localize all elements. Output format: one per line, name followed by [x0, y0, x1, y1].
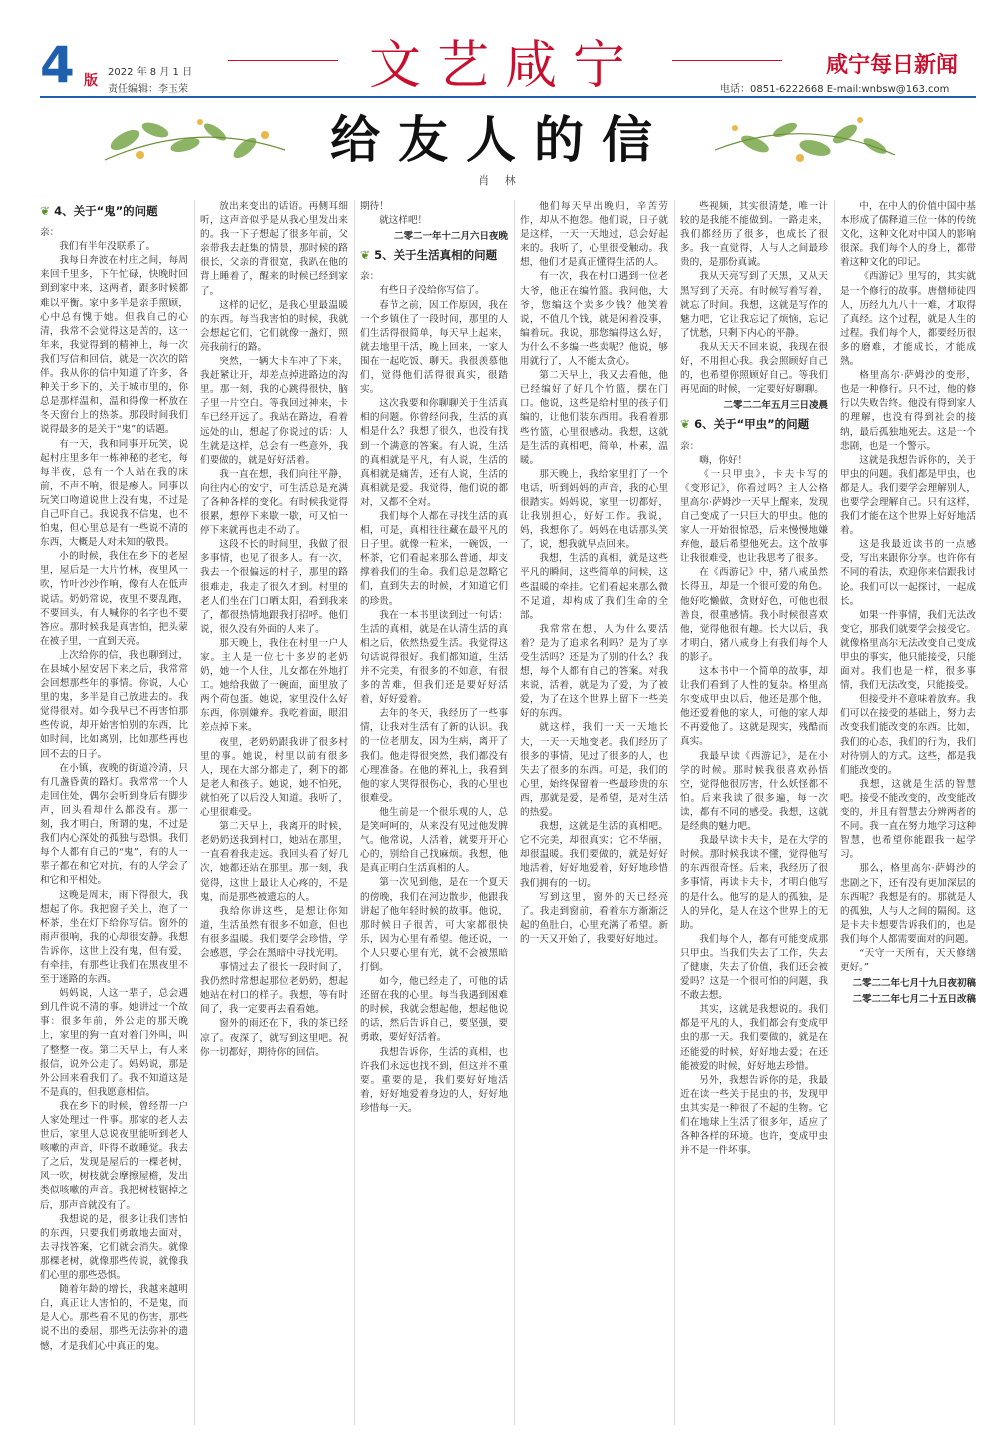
- body-paragraph: 我们每个人，都有可能变成那只甲虫。当我们失去了工作，失去了健康，失去了价值，我们还会被爱吗？这是一个很可怕的问题，我不敢去想。: [680, 933, 828, 1002]
- body-paragraph: 我在一本书里读到过一句话：生活的真相，就是在认清生活的真相之后，依然热爱生活。我觉得这句话说得很好。我们都知道，生活并不完美，有很多的不如意，有很多的苦难，但我们还是要好好活着，好好爱着。: [360, 609, 508, 706]
- body-paragraph: 我想，这就是生活的真相吧。它不完美，却很真实；它不华丽，却很温暖。我们要做的，就是好好地活着，好好地爱着，好好地珍惜我们拥有的一切。: [520, 821, 668, 889]
- body-paragraph: 这段不长的时间里，我做了很多事情，也见了很多人。有一次，我去一个很偏远的村子，那里的路很难走，我走了很久才到。村里的老人们坐在门口晒太阳，看到我来了，都很热情地跟我打招呼。他们说，很久没有外面的人来了。: [200, 539, 348, 635]
- body-paragraph: “天守一天所有，天天修缮更好。”: [840, 947, 976, 974]
- body-paragraph: 我想告诉你，生活的真相，也许我们永远也找不到，但这并不重要。重要的是，我们要好好地活着，好好地爱着身边的人，好好地珍惜每一天。: [360, 1046, 508, 1114]
- section-heading: [680, 417, 828, 431]
- text-column-4: [520, 200, 668, 1425]
- text-column-6: [840, 200, 976, 1425]
- body-paragraph: 我最早读卡夫卡，是在大学的时候。那时候我读不懂，觉得他写的东西很奇怪。后来，我经历了很多事情，再读卡夫卡，才明白他写的是什么。他写的是人的孤独，是人的异化，是人在这个世界上的无助。: [680, 835, 828, 931]
- letter-signature-date: 二零二一年十二月六日夜晚: [393, 231, 508, 243]
- body-paragraph: 有些日子没给你写信了。: [379, 285, 485, 297]
- body-paragraph: 我常常在想，人为什么要活着？是为了追求名利吗？是为了享受生活吗？还是为了别的什么？我想，每个人都有自己的答案。对我来说，活着，就是为了爱，为了被爱，为了在这个世界上留下一些美好的东西。: [520, 623, 668, 720]
- article-author: 肖 林: [478, 174, 522, 187]
- contact-info: 电话：0851-6222668 E-mail:wnbsw@163.com: [720, 84, 950, 95]
- body-paragraph: 去年的冬天，我经历了一些事情，让我对生活有了新的认识。我的一位老朋友，因为生病，离开了我们。他走得很突然，我们都没有心理准备。在他的葬礼上，我看到他的家人哭得很伤心，我的心里也很难受。: [360, 708, 508, 804]
- body-paragraph: 写到这里，窗外的天已经亮了。我走到窗前，看着东方渐渐泛起的鱼肚白，心里充满了希望。新的一天又开始了，我要好好地过。: [520, 891, 668, 945]
- section-heading: [40, 204, 188, 218]
- body-paragraph: 这就是我想告诉你的，关于甲虫的问题。我们都是甲虫，也都是人。我们要学会理解别人，也要学会理解自己。只有这样，我们才能在这个世界上好好地活着。: [840, 454, 976, 537]
- page-number: 4: [40, 36, 75, 94]
- sprout-icon: ❦: [360, 248, 371, 263]
- body-paragraph: 我们有半年没联系了。: [59, 241, 156, 253]
- body-paragraph: 那天晚上，我住在村里一户人家。主人是一位七十多岁的老奶奶，她一个人住，儿女都在外地打工。她给我做了一碗面，面里放了两个荷包蛋。她说，家里没什么好东西，你别嫌弃。我吃着面，眼泪差点掉下来。: [200, 637, 348, 734]
- body-paragraph: 有一天，我和同事开玩笑，说起村庄里多年一栋神秘的老宅，每每半夜，总有一个人站在我的床前，不声不响，很是瘆人。同事以玩笑口吻道说世上没有鬼，不过是自己吓自己。我说我不信鬼，也不怕鬼，但心里总是有一些说不清的东西，大概是人对未知的敬畏。: [40, 438, 188, 549]
- body-paragraph: 些视频，其实很清楚，唯一计较的是我能不能做到。一路走来，我们都经历了很多，也成长了很多。我一直觉得，人与人之间最珍贵的，是那份真诚。: [680, 201, 828, 269]
- title-rule-left: [228, 60, 338, 61]
- body-paragraph: 他们每天早出晚归，辛苦劳作，却从不抱怨。他们说，日子就是这样，一天一天地过，总会好起来的。我听了，心里很受触动。我想，他们才是真正懂得生活的人。: [520, 201, 668, 269]
- body-paragraph: 这次我要和你聊聊关于生活真相的问题。你曾经问我，生活的真相是什么？我想了很久，也没有找到一个满意的答案。有人说，生活的真相就是平凡，有人说，生活的真相就是痛苦，还有人说，生活的真相就是爱。我觉得，他们说的都对，又都不全对。: [360, 398, 508, 508]
- body-paragraph: 有一次，我在村口遇到一位老大爷，他正在编竹篮。我问他，大爷，您编这个卖多少钱？他笑着说，不值几个钱，就是闲着没事，编着玩。我说，那您编得这么好，为什么不多编一些卖呢？他说，够用就行了，人不能太贪心。: [520, 271, 668, 368]
- header-rule: [40, 96, 976, 98]
- body-paragraph: 格里高尔·萨姆沙的变形，也是一种修行。只不过，他的修行以失败告终。他没有得到家人的理解，也没有得到社会的接纳，最后孤独地死去。这是一个悲剧，也是一个警示。: [840, 370, 976, 452]
- body-paragraph: 窗外的雨还在下，我的茶已经凉了。夜深了，就写到这里吧。祝你一切都好，期待你的回信。: [200, 1018, 348, 1058]
- body-paragraph: 妈妈说，人这一辈子，总会遇到几件说不清的事。她讲过一个故事：很多年前，外公走的那天晚上，家里的狗一直对着门外叫，叫了整整一夜。第二天早上，有人来报信，说外公走了。妈妈说，那是外公回来看我们了。我不知道这是不是真的，但我愿意相信。: [40, 988, 188, 1098]
- body-paragraph: 嗨，你好！: [699, 454, 748, 466]
- body-paragraph: 第二天早上，我又去看他，他已经编好了好几个竹篮，摆在门口。他说，这些是给村里的孩子们编的，让他们装东西用。我看着那些竹篮，心里很感动。我想，这就是生活的真相吧，简单，朴素，温暖。: [520, 370, 668, 466]
- newspaper-brand: 咸宁每日新闻: [826, 52, 959, 78]
- sprout-icon: ❦: [40, 204, 51, 218]
- body-paragraph: 我从天亮写到了天黑，又从天黑写到了天亮。有时候写着写着，就忘了时间。我想，这就是写作的魅力吧，它让我忘记了烦恼，忘记了忧愁，只剩下内心的平静。: [680, 271, 828, 339]
- body-paragraph: 如今，他已经走了，可他的话还留在我的心里。每当我遇到困难的时候，我就会想起他，想起他说的话，然后告诉自己，要坚强，要勇敢，要好好活着。: [360, 976, 508, 1044]
- body-paragraph: 这是我最近读书的一点感受，写出来跟你分享。也许你有不同的看法，欢迎你来信跟我讨论。我们可以一起探讨，一起成长。: [840, 539, 976, 607]
- body-paragraph: 在《西游记》中，猪八戒虽然长得丑，却是一个很可爱的角色。他好吃懒做，贪财好色，可他也很善良，很重感情。我小时候很喜欢他，觉得他很有趣。长大以后，我才明白，猪八戒身上有我们每个人的影子。: [680, 567, 828, 663]
- sprout-icon: ❦: [680, 417, 691, 432]
- body-paragraph: 我最早读《西游记》，是在小学的时候。那时候我很喜欢孙悟空，觉得他很厉害，什么妖怪都不怕。后来我读了很多遍，每一次读，都有不同的感受。我想，这就是经典的魅力吧。: [680, 750, 828, 833]
- body-paragraph: 期待！: [360, 201, 389, 212]
- body-paragraph: 亲：: [40, 227, 60, 239]
- column-divider: [674, 200, 675, 1425]
- body-paragraph: 这样的记忆，是我心里最温暖的东西。每当我害怕的时候，我就会想起它们，它们就像一盏灯，照亮我前行的路。: [200, 299, 348, 353]
- body-paragraph: 他生前是一个很乐观的人，总是笑呵呵的，从来没有见过他发脾气。他常说，人活着，就要开开心心的，别给自己找麻烦。我想，他是真正明白生活真相的人。: [360, 806, 508, 875]
- publish-date: 2022 年 8 月 1 日: [108, 67, 193, 78]
- column-divider: [194, 200, 195, 1425]
- body-paragraph: 夜里，老奶奶跟我讲了很多村里的事。她说，村里以前有很多人，现在大部分都走了，剩下的都是老人和孩子。她说，她不怕死，就怕死了以后没人知道。我听了，心里很难受。: [200, 736, 348, 819]
- body-paragraph: 中，在中人的价值中国中基本形成了儒释道三位一体的传统文化，这种文化对中国人的影响很深。我们每个人的身上，都带着这种文化的印记。: [840, 201, 976, 269]
- body-paragraph: 小的时候，我住在乡下的老屋里，屋后是一大片竹林，夜里风一吹，竹叶沙沙作响，像有人在低声说话。奶奶常说，夜里不要乱跑，不要回头，有人喊你的名字也不要答应。那时候我是真害怕，把头蒙在被子里，一直到天亮。: [40, 551, 188, 647]
- section-heading-text: 6、关于“甲虫”的问题: [694, 417, 810, 432]
- body-paragraph: 这本书中一个简单的故事，却让我们看到了人性的复杂。格里高尔变成甲虫以后，他还是那个他，他还爱着他的家人，可他的家人却不再爱他了。这就是现实，残酷而真实。: [680, 666, 828, 748]
- page-suffix: 版: [84, 73, 98, 89]
- body-paragraph: 但接受并不意味着放弃。我们可以在接受的基础上，努力去改变我们能改变的东西。比如，我们的心态，我们的行为，我们对待别人的方式。这些，都是我们能改变的。: [840, 694, 976, 776]
- section-title: 文艺咸宁: [368, 36, 641, 96]
- section-heading-text: 4、关于“鬼”的问题: [54, 204, 158, 218]
- body-paragraph: 《一只甲虫》，卡夫卡写的《变形记》，你看过吗？主人公格里高尔·萨姆沙一天早上醒来，发现自己变成了一只巨大的甲虫。他的家人一开始很惊恐，后来慢慢地嫌弃他，最后希望他死去。这个故事让我很难受，也让我思考了很多。: [680, 468, 828, 565]
- body-paragraph: 我在乡下的时候，曾经帮一户人家处理过一件事。那家的老人去世后，家里人总说夜里能听到老人咳嗽的声音，吓得不敢睡觉。我去了之后，发现是屋后的一棵老树，风一吹，树枝就会摩擦屋檐，发出类似咳嗽的声音。我把树枝锯掉之后，那声音就没有了。: [40, 1100, 188, 1211]
- section-heading-text: 5、关于生活真相的问题: [374, 248, 498, 263]
- body-paragraph: 上次给你的信，我也聊到过，在县城小屋安居下来之后，我常常会回想那些年的事情。你说，人心里的鬼，多半是自己放进去的。我觉得很对。如今我早已不再害怕那些传说，却开始害怕别的东西，比如时间，比如离别，比如那些再也回不去的日子。: [40, 649, 188, 760]
- body-paragraph: 随着年龄的增长，我越来越明白，真正让人害怕的，不是鬼，而是人心。那些看不见的伤害，那些说不出的委屈，那些无法弥补的遗憾，才是我们心中真正的鬼。: [40, 1284, 188, 1352]
- letter-signature-date: 二零二二年五月三日凌晨: [723, 400, 828, 412]
- body-paragraph: 在小镇，夜晚的街道冷清，只有几盏昏黄的路灯。我常常一个人走回住处，偶尔会听到身后有脚步声，回头看却什么都没有。那一刻，我才明白，所谓的鬼，不过是我们内心深处的孤独与恐惧。我们每个人都有自己的“鬼”，有的人一辈子都在和它对抗，有的人学会了和它和平相处。: [40, 762, 188, 887]
- body-paragraph: 我想，这就是生活的智慧吧。接受不能改变的，改变能改变的，并且有智慧去分辨两者的不同。我一直在努力地学习这种智慧，也希望你能跟我一起学习。: [840, 778, 976, 861]
- body-paragraph: 我给你讲这些，是想让你知道，生活虽然有很多不如意，但也有很多温暖。我们要学会珍惜，学会感恩，学会在黑暗中寻找光明。: [200, 905, 348, 959]
- body-paragraph: 《西游记》里写的，其实就是一个修行的故事。唐僧师徒四人，历经九九八十一难，才取得了真经。这个过程，就是人生的过程。我们每个人，都要经历很多的磨难，才能成长，才能成熟。: [840, 271, 976, 368]
- section-heading: [360, 248, 508, 262]
- column-divider: [514, 200, 515, 1425]
- text-column-2: [200, 200, 348, 1425]
- body-paragraph: 如果一件事情，我们无法改变它，那我们就要学会接受它。就像格里高尔无法改变自己变成甲虫的事实，他只能接受，只能面对。我们也是一样，很多事情，我们无法改变，只能接受。: [840, 609, 976, 692]
- body-paragraph: 第二天早上，我离开的时候，老奶奶送我到村口，她站在那里，一直看着我走远。我回头看了好几次，她都还站在那里。那一刻，我觉得，这世上最让人心疼的，不是鬼，而是那些被遗忘的人。: [200, 821, 348, 903]
- body-paragraph: 第一次见到他，是在一个夏天的傍晚，我们在河边散步，他跟我讲起了他年轻时候的故事。他说，那时候日子很苦，可大家都很快乐，因为心里有希望。他还说，一个人只要心里有光，就不会被黑暗打倒。: [360, 877, 508, 973]
- body-paragraph: 事情过去了很长一段时间了，我仍然时常想起那位老奶奶，想起她站在村口的样子。我想，等有时间了，我一定要再去看看她。: [200, 962, 348, 1016]
- column-divider: [834, 200, 835, 1425]
- body-paragraph: 春节之前，因工作原因，我在一个乡镇住了一段时间，那里的人们生活得很简单，每天早上起来，就去地里干活，晚上回来，一家人围在一起吃饭、聊天。我很羡慕他们，觉得他们活得很真实，很踏实。: [360, 299, 508, 396]
- column-divider: [354, 200, 355, 1425]
- body-paragraph: 突然，一辆大卡车冲了下来，我赶紧让开，却差点掉进路边的沟里。那一刻，我的心跳得很快，脑子里一片空白。等我回过神来，卡车已经开远了。我站在路边，看着远处的山，想起了你说过的话：人生就是这样，总会有一些意外，我们要做的，就是好好活着。: [200, 356, 348, 466]
- text-column-3: [360, 200, 508, 1425]
- body-paragraph: 就这样，我们一天一天地长大，一天一天地变老。我们经历了很多的事情，见过了很多的人，也失去了很多的东西。可是，我们的心里，始终保留着一些最珍贵的东西，那就是爱，是希望，是对生活的热爱。: [520, 722, 668, 819]
- text-column-1: [40, 200, 188, 1425]
- body-paragraph: 我每日奔波在村庄之间，每周来回千里多，下午忙碌，快晚时回到到家中来，这两者，跟多时候都难以平衡。家中多半是亲手照顾，心中总有愧于她。但我自己的心清，我常不会觉得这是苦的，这一年来，我觉得到的精神上，每一次我们写信和回信，就是一次次的陪伴。我从你的信中知道了许多，各种关于乡下的，关于城市里的，你总是那样温和，温和得像一杯放在冬天窗台上的热茶。那段时间我们说得最多的是关于“鬼”的话题。: [40, 255, 188, 436]
- editor-credit: 责任编辑：李玉荣: [108, 84, 188, 95]
- title-rule-right: [672, 60, 782, 61]
- letter-signature-date: 二零二二年七月十九日夜初稿: [852, 978, 976, 990]
- body-paragraph: 那么，格里高尔·萨姆沙的悲剧之下，还有没有更加深层的东西呢？我想是有的。那就是人的孤独，人与人之间的隔阂。这是卡夫卡想要告诉我们的，也是我们每个人都需要面对的问题。: [840, 863, 976, 945]
- body-paragraph: 我们每个人都在寻找生活的真相，可是，真相往往藏在最平凡的日子里。就像一粒米，一碗饭，一杯茶，它们看起来那么普通，却支撑着我们的生命。我们总是忽略它们，直到失去的时候，才知道它们的珍贵。: [360, 510, 508, 607]
- body-paragraph: 我想说的是，很多让我们害怕的东西，只要我们勇敢地去面对，去寻找答案，它们就会消失。就像那棵老树，就像那些传说，就像我们心里的那些恐惧。: [40, 1213, 188, 1282]
- body-paragraph: 我想，生活的真相，就是这些平凡的瞬间，这些简单的问候，这些温暖的牵挂。它们看起来那么微不足道，却构成了我们生命的全部。: [520, 553, 668, 621]
- body-paragraph: 就这样吧！: [379, 215, 428, 227]
- body-paragraph: 我从天天不回来说，我现在很好，不用担心我。我会照顾好自己的，也希望你照顾好自己。等我们再见面的时候，一定要好好聊聊。: [680, 341, 828, 396]
- body-paragraph: 另外，我想告诉你的是，我最近在读一些关于昆虫的书，发现甲虫其实是一种很了不起的生物。它们在地球上生活了很多年，适应了各种各样的环境。也许，变成甲虫并不是一件坏事。: [680, 1074, 828, 1157]
- page-header: [0, 0, 1000, 98]
- body-paragraph: 亲：: [360, 271, 380, 283]
- body-paragraph: 我一直在想，我们向往平静，向往内心的安宁，可生活总是充满了各种各样的变化。有时候我觉得很累，想停下来歇一歇，可又怕一停下来就再也走不动了。: [200, 468, 348, 537]
- body-paragraph: 那天晚上，我给家里打了一个电话，听到妈妈的声音，我的心里很踏实。妈妈说，家里一切都好，让我别担心，好好工作。我说，妈，我想你了。妈妈在电话那头笑了，说，想我就早点回来。: [520, 468, 668, 551]
- body-paragraph: 其实，这就是我想说的。我们都是平凡的人，我们都会有变成甲虫的那一天。我们要做的，就是在还能爱的时候，好好地去爱；在还能被爱的时候，好好地去珍惜。: [680, 1004, 828, 1072]
- body-paragraph: 这晚是周末，雨下得很大，我想起了你。我把窗子关上，泡了一杯茶，坐在灯下给你写信。窗外的雨声很响，我的心却很安静。我想告诉你，这世上没有鬼，但有爱，有牵挂，有那些让我们在黑夜里不至于迷路的东西。: [40, 889, 188, 986]
- text-column-5: [680, 200, 828, 1425]
- body-paragraph: 放出来变出的话语。再侧耳细听，这声音似乎是从我心里发出来的。我一下子想起了很多年前，父亲带我去赶集的情景，那时候的路很长，父亲的背很宽，我趴在他的背上睡着了，醒来的时候已经到家了。: [200, 201, 348, 297]
- body-paragraph: 亲：: [680, 440, 700, 452]
- article-title: 给友人的信: [330, 110, 670, 169]
- letter-signature-date: 二零二二年七月二十五日改稿: [852, 994, 976, 1006]
